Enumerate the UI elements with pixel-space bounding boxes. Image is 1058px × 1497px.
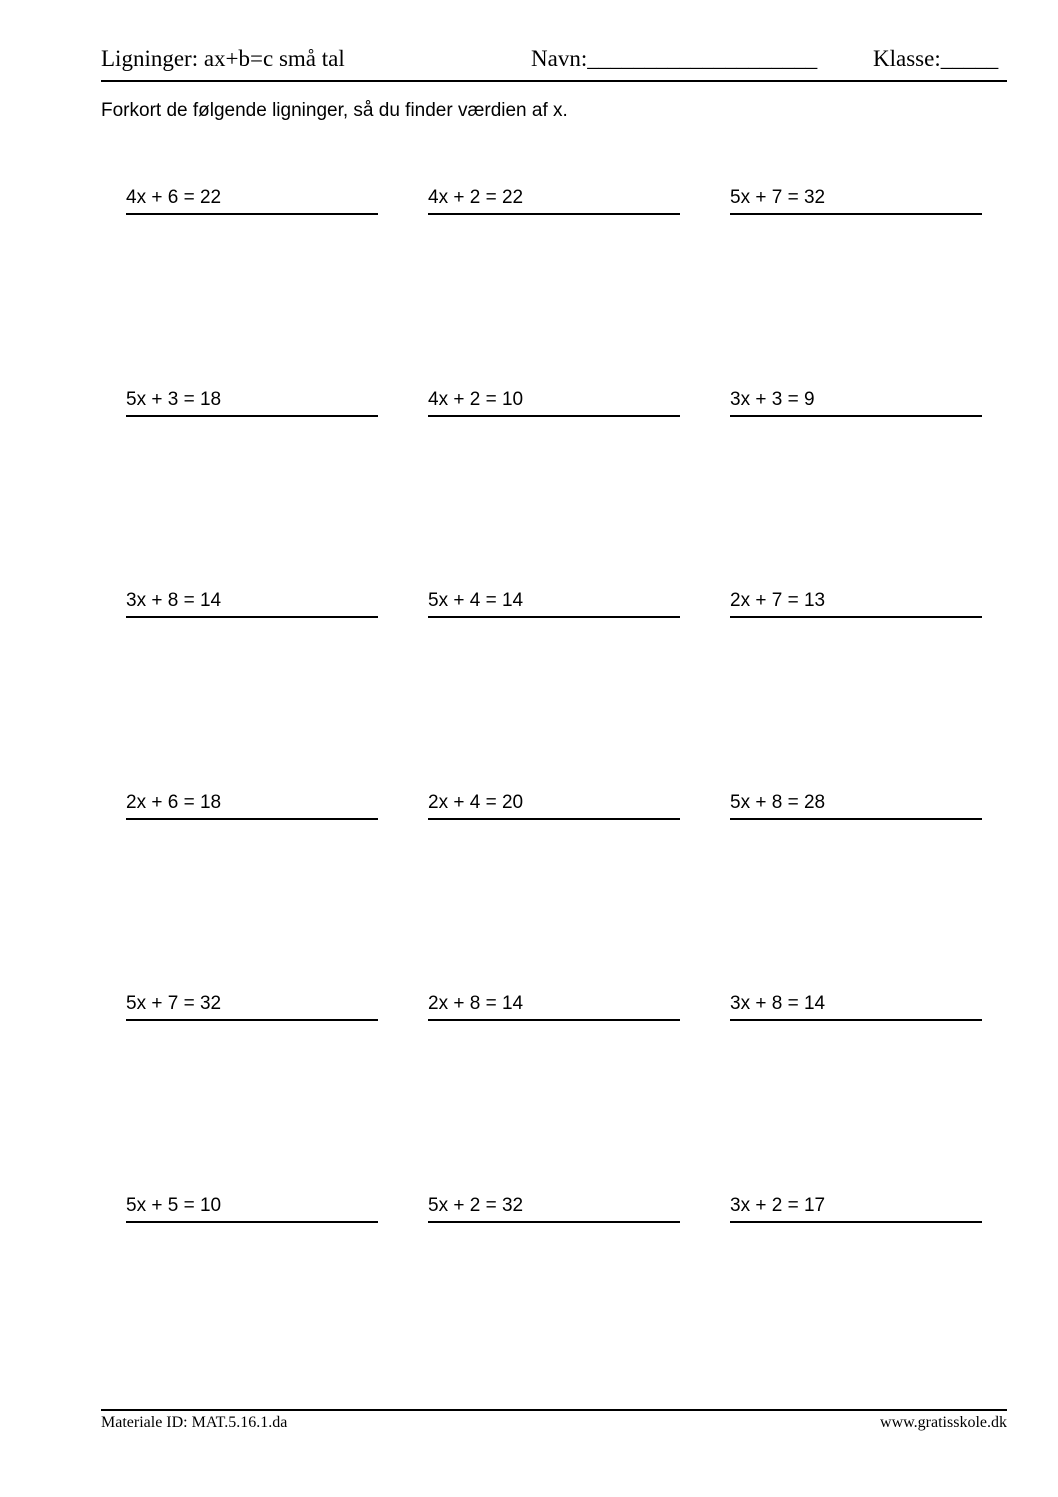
website-url: www.gratisskole.dk <box>880 1414 1007 1431</box>
answer-line[interactable] <box>730 1221 982 1223</box>
name-field: Navn:____________________ <box>531 46 818 71</box>
instruction-text: Forkort de følgende ligninger, så du finder værdien af x. <box>101 100 568 121</box>
answer-line[interactable] <box>730 818 982 820</box>
equation-text: 3x + 2 = 17 <box>730 1195 826 1216</box>
equation-text: 2x + 7 = 13 <box>730 590 826 611</box>
equation-text: 3x + 8 = 14 <box>730 993 826 1014</box>
equation-text: 4x + 2 = 22 <box>428 187 524 208</box>
answer-line[interactable] <box>126 1221 378 1223</box>
class-field: Klasse:_____ <box>873 46 999 71</box>
equation-problem <box>126 389 378 419</box>
equation-problem <box>126 590 378 620</box>
answer-line[interactable] <box>428 415 680 417</box>
equation-problem <box>126 1195 378 1225</box>
answer-line[interactable] <box>428 818 680 820</box>
answer-line[interactable] <box>428 1221 680 1223</box>
equation-problem <box>730 590 982 620</box>
equation-text: 4x + 6 = 22 <box>126 187 222 208</box>
equation-text: 5x + 4 = 14 <box>428 590 524 611</box>
equation-problem <box>730 187 982 217</box>
answer-line[interactable] <box>428 1019 680 1021</box>
equation-text: 3x + 3 = 9 <box>730 389 815 410</box>
equation-problem <box>126 792 378 822</box>
answer-line[interactable] <box>126 1019 378 1021</box>
answer-line[interactable] <box>730 616 982 618</box>
equation-text: 5x + 7 = 32 <box>126 993 222 1014</box>
answer-line[interactable] <box>126 818 378 820</box>
material-id: Materiale ID: MAT.5.16.1.da <box>101 1414 288 1431</box>
answer-line[interactable] <box>126 616 378 618</box>
answer-line[interactable] <box>428 213 680 215</box>
equation-text: 2x + 8 = 14 <box>428 993 524 1014</box>
equation-problem <box>428 993 680 1023</box>
answer-line[interactable] <box>428 616 680 618</box>
answer-line[interactable] <box>126 415 378 417</box>
equation-problem <box>428 590 680 620</box>
equation-problem <box>428 187 680 217</box>
answer-line[interactable] <box>126 213 378 215</box>
equation-text: 3x + 8 = 14 <box>126 590 222 611</box>
equation-text: 2x + 6 = 18 <box>126 792 222 813</box>
equation-problem <box>126 993 378 1023</box>
equation-text: 5x + 7 = 32 <box>730 187 826 208</box>
answer-line[interactable] <box>730 1019 982 1021</box>
worksheet-title: Ligninger: ax+b=c små tal <box>101 46 345 71</box>
equation-text: 5x + 8 = 28 <box>730 792 826 813</box>
equation-problem <box>428 792 680 822</box>
equation-problem <box>730 792 982 822</box>
equation-problem <box>428 389 680 419</box>
equation-problem <box>730 389 982 419</box>
equation-problem <box>428 1195 680 1225</box>
equation-text: 5x + 3 = 18 <box>126 389 222 410</box>
footer-divider <box>101 1409 1007 1411</box>
equation-problem <box>730 1195 982 1225</box>
equation-problem <box>730 993 982 1023</box>
answer-line[interactable] <box>730 415 982 417</box>
equation-text: 5x + 5 = 10 <box>126 1195 222 1216</box>
answer-line[interactable] <box>730 213 982 215</box>
equation-problem <box>126 187 378 217</box>
equation-text: 4x + 2 = 10 <box>428 389 524 410</box>
equation-text: 5x + 2 = 32 <box>428 1195 524 1216</box>
equation-text: 2x + 4 = 20 <box>428 792 524 813</box>
